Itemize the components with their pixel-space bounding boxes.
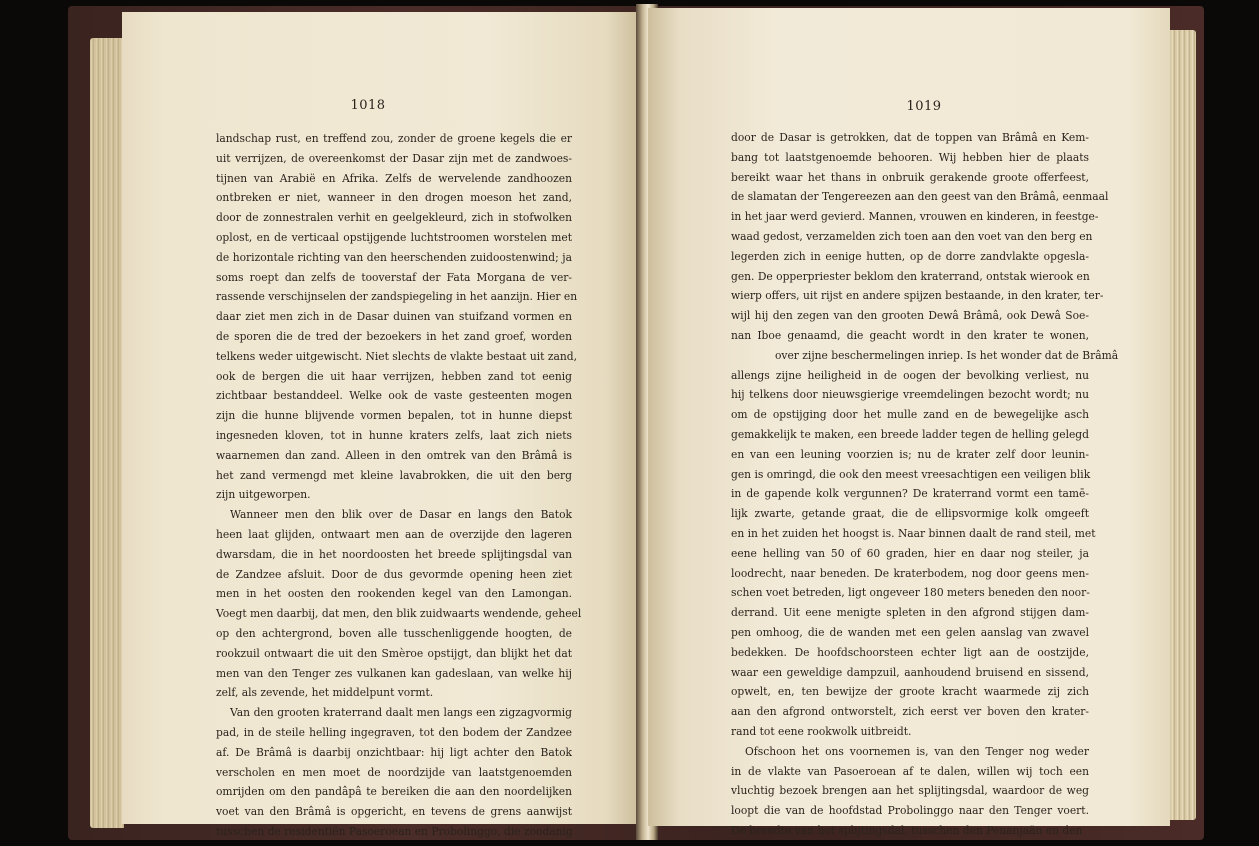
text-line: rand tot eene rookwolk uitbreidt.: [731, 724, 912, 738]
text-line: omrijden om den pandâpâ te bereiken die aan den noordelijken: [216, 785, 572, 799]
text-line: gemakkelijk te maken, een breede ladder tegen de helling gelegd: [731, 427, 1089, 441]
text-line: uit verrijzen, de overeenkomst der Dasar zijn met de zandwoes-: [216, 151, 572, 165]
text-line: opwelt, en, ten bewijze der groote kracht waarmede zij zich: [731, 685, 1089, 699]
text-line: bereikt waar het thans in onbruik gerakende groote offerfeest,: [731, 170, 1089, 184]
right-page-text: [731, 128, 1119, 841]
text-line: gen is omringd, die ook den meest vreesachtigen een veiligen blik: [731, 467, 1091, 481]
text-line: men van den Tenger zes vulkanen kan gadeslaan, van welke hij: [216, 666, 572, 680]
text-line: en in het zuiden het hoogst is. Naar binnen daalt de rand steil, met: [731, 526, 1096, 540]
text-line: ontbreken er niet, wanneer in den drogen moeson het zand,: [216, 191, 572, 205]
text-line: De breedte van het splijtingsdal, tusschen den Penanjaän en den: [731, 823, 1083, 837]
text-line: schen voet betreden, ligt ongeveer 180 meters beneden den noor-: [731, 586, 1090, 600]
text-line: men in het oosten den rookenden kegel van den Lamongan.: [216, 587, 572, 601]
left-page-text: [216, 129, 582, 842]
page-number-left: 1018: [350, 98, 386, 113]
text-line: door de zonnestralen verhit en geelgekleurd, zich in stofwolken: [216, 211, 572, 225]
text-line: en van een leuning voorzien is; nu de krater zelf door leunin-: [731, 447, 1089, 461]
right-page-edges: [1166, 30, 1196, 820]
text-line: om de opstijging door het mulle zand en de bewegelijke asch: [731, 408, 1089, 422]
text-line: zijn die hunne blijvende vormen bepalen, tot in hunne diepst: [216, 409, 572, 423]
text-line: rookzuil ontwaart die uit den Smèroe opstijgt, dan blijkt het dat: [216, 646, 572, 660]
left-page-edges: [90, 38, 124, 828]
text-line: waarnemen dan zand. Alleen in den omtrek van den Brâmâ is: [216, 448, 572, 462]
text-line: Ofschoon het ons voornemen is, van den Tenger nog weder: [745, 744, 1089, 758]
text-line: wierp offers, uit rijst en andere spijzen bestaande, in den krater, ter-: [731, 289, 1104, 303]
text-line: ingesneden kloven, tot in hunne kraters zelfs, laat zich niets: [216, 428, 572, 442]
text-line: dwarsdam, die in het noordoosten het breede splijtingsdal van: [216, 547, 572, 561]
text-line: in de gapende kolk vergunnen? De kraterrand vormt een tamē-: [731, 487, 1089, 501]
text-line: hij telkens door nieuwsgierige vreemdelingen bezocht wordt; nu: [731, 388, 1089, 402]
page-number-right: 1019: [906, 99, 942, 114]
text-line: pad, in de steile helling ingegraven, tot den bodem der Zandzee: [216, 725, 572, 739]
left-page: [122, 12, 642, 838]
text-line: daar ziet men zich in de Dasar duinen van stuifzand vormen en: [216, 310, 572, 324]
text-line: wijl hij den zegen van den grooten Dewâ Brâmâ, ook Dewâ Soe-: [731, 309, 1089, 323]
text-line: legerden zich in eenige hutten, op de dorre zandvlakte opgesla-: [731, 249, 1089, 263]
text-line: oplost, en de verticaal opstijgende luchtstroomen worstelen met: [216, 230, 572, 244]
text-line: vluchtig bezoek brengen aan het splijtingsdal, waardoor de weg: [731, 784, 1089, 798]
text-line: verscholen en men moet de noordzijde van laatstgenoemden: [216, 765, 572, 779]
text-line: het zand vermengd met kleine lavabrokken, die uit den berg: [216, 468, 572, 482]
text-line: eene helling van 50 of 60 graden, hier en daar nog steiler, ja: [731, 546, 1089, 560]
text-line: de Zandzee afsluit. Door de dus gevormde opening heen ziet: [216, 567, 572, 581]
text-line: tijnen van Arabië en Afrika. Zelfs de wervelende zandhoozen: [216, 171, 572, 185]
text-line: af. De Brâmâ is daarbij onzichtbaar: hij ligt achter den Batok: [216, 745, 572, 759]
text-line: zichtbaar bestanddeel. Welke ook de vaste gesteenten mogen: [216, 389, 572, 403]
right-page: [648, 8, 1170, 837]
text-line: bedekken. De hoofdschoorsteen echter ligt aan de oostzijde,: [731, 645, 1089, 659]
text-line: loodrecht, naar beneden. De kraterbodem, nog door geens men-: [731, 566, 1089, 580]
text-line: Voegt men daarbij, dat men, den blik zuidwaarts wendende, geheel: [216, 607, 582, 621]
text-line: Wanneer men den blik over de Dasar en langs den Batok: [230, 508, 572, 522]
text-line: nan Iboe genaamd, die geacht wordt in den krater te wonen,: [731, 328, 1089, 342]
text-line: door de Dasar is getrokken, dat de toppen van Brâmâ en Kem-: [731, 131, 1089, 144]
text-line: lijk zwarte, getande graat, die de ellipsvormige kolk omgeeft: [731, 507, 1089, 521]
text-line: zijn uitgeworpen.: [216, 488, 311, 502]
text-line: bang tot laatstgenoemde behooren. Wij hebben hier de plaats: [731, 150, 1089, 164]
text-line: loopt die van de hoofdstad Probolinggo naar den Tenger voert.: [731, 804, 1089, 818]
text-line: aan den afgrond ontworstelt, zich eerst ver boven den krater-: [731, 705, 1089, 719]
text-line: allengs zijne heiligheid in de oogen der bevolking verliest, nu: [731, 368, 1089, 382]
text-line: pen omhoog, die de wanden met een gelen aanslag van zwavel: [731, 625, 1089, 639]
text-line: over zijne beschermelingen inriep. Is het wonder dat de Brâmâ: [775, 348, 1119, 362]
text-line: de sporen die de tred der bezoekers in het zand groef, worden: [216, 329, 572, 343]
text-line: in het jaar werd gevierd. Mannen, vrouwen en kinderen, in feestge-: [731, 210, 1099, 224]
text-line: rassende verschijnselen der zandspiegeling in het aanzijn. Hier en: [216, 290, 578, 304]
text-line: de horizontale richting van den heerschenden zuidoostenwind; ja: [216, 250, 572, 264]
text-line: zelf, als zevende, het middelpunt vormt.: [216, 686, 434, 700]
text-line: heen laat glijden, ontwaart men aan de overzijde den lageren: [216, 527, 572, 541]
text-line: in de vlakte van Pasoeroean af te dalen, willen wij toch een: [731, 764, 1089, 778]
text-line: soms roept dan zelfs de tooverstaf der Fata Morgana de ver-: [216, 270, 572, 284]
text-line: gen. De opperpriester beklom den kraterrand, ontstak wierook en: [731, 269, 1090, 283]
text-line: telkens weder uitgewischt. Niet slechts de vlakte bestaat uit zand,: [216, 349, 577, 363]
text-line: waad gedost, verzamelden zich toen aan den voet van den berg en: [731, 229, 1093, 243]
text-line: voet van den Brâmâ is opgericht, en tevens de grens aanwijst: [216, 805, 572, 819]
text-line: waar een geweldige dampzuil, aanhoudend bruisend en sissend,: [731, 665, 1089, 679]
text-line: Van den grooten kraterrand daalt men langs een zigzagvormig: [230, 706, 572, 720]
text-line: op den achtergrond, boven alle tusschenliggende hoogten, de: [216, 626, 572, 640]
text-line: tusschen de residentiën Pasoeroean en Probolinggo, die zoodanig: [216, 824, 573, 838]
text-line: derrand. Uit eene menigte spleten in den afgrond stijgen dam-: [731, 606, 1089, 620]
text-line: ook de bergen die uit haar verrijzen, hebben zand tot eenig: [216, 369, 572, 383]
text-line: de slamatan der Tengereezen aan den geest van den Brâmâ, eenmaal: [731, 190, 1109, 204]
text-line: landschap rust, en treffend zou, zonder de groene kegels die er: [216, 132, 572, 145]
